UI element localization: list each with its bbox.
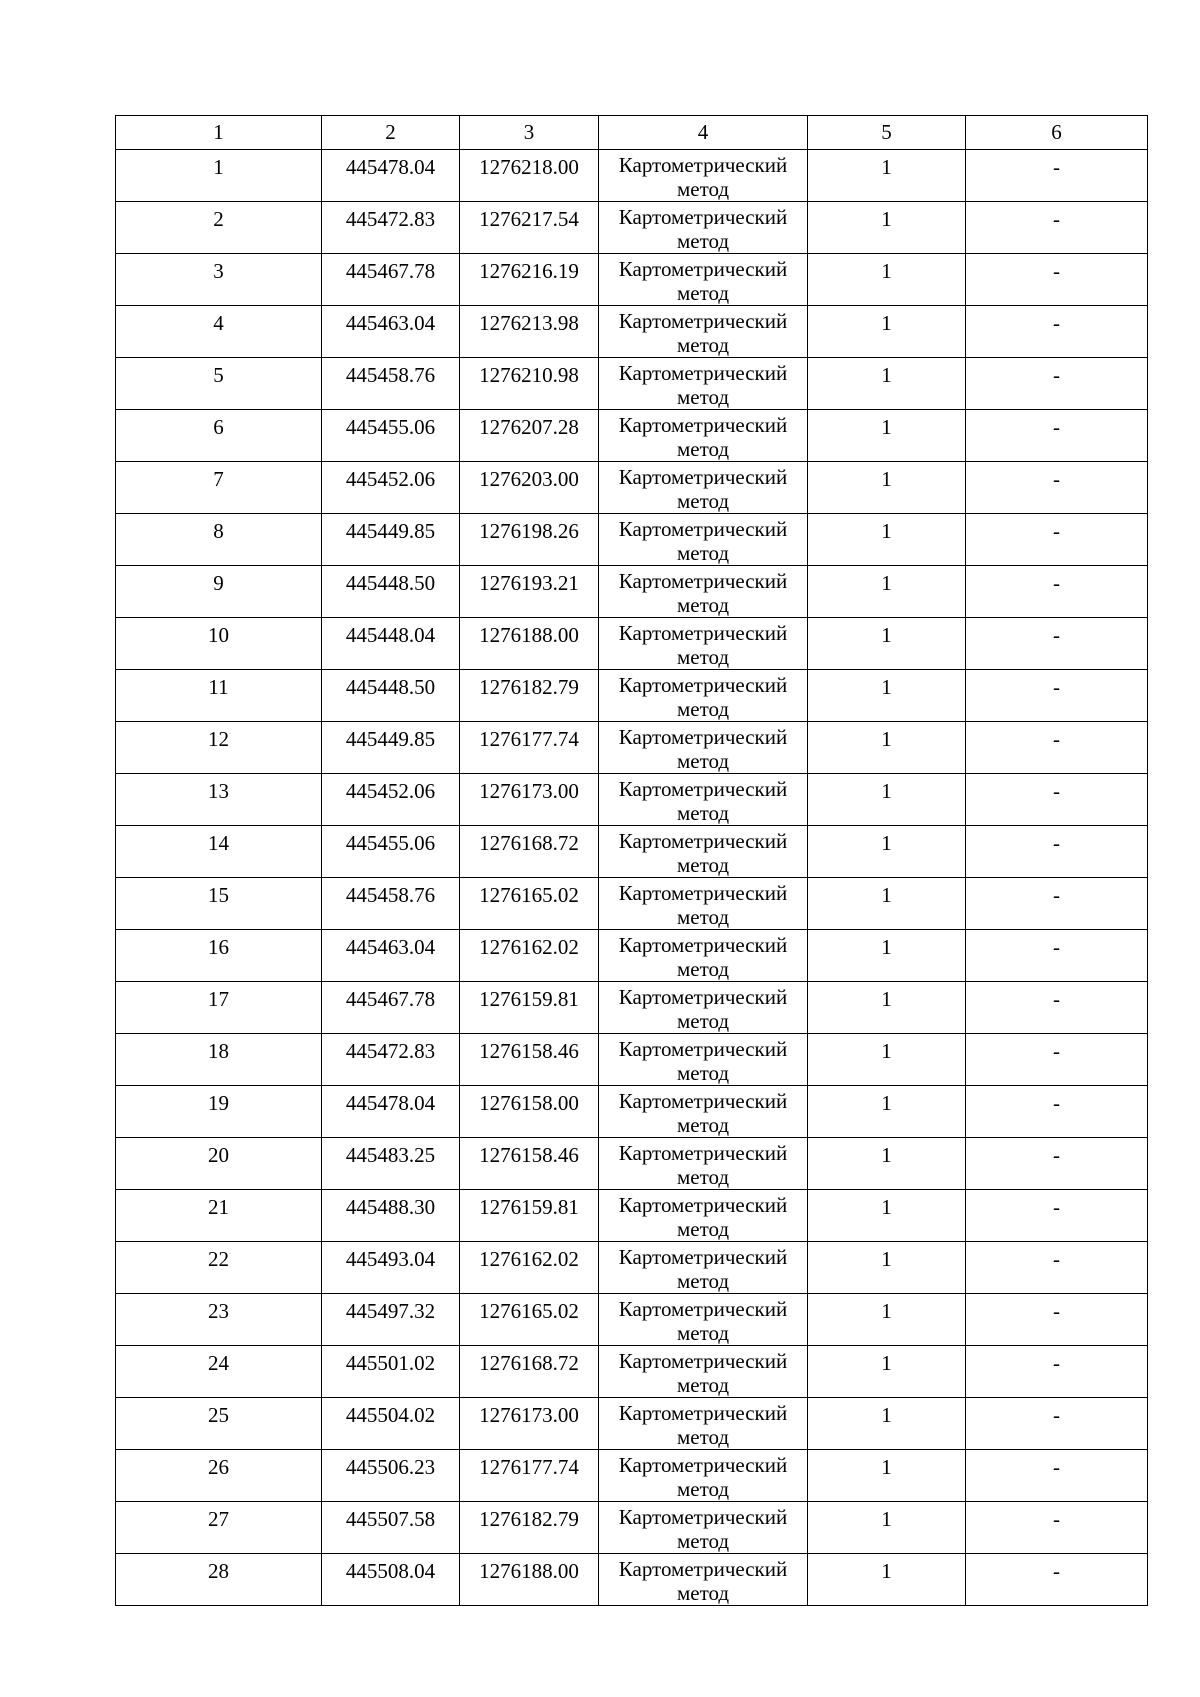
method-cell	[599, 306, 808, 358]
table-row	[116, 878, 1148, 930]
y-coordinate-cell: 1276182.79	[460, 670, 599, 722]
point-number-cell: 19	[116, 1086, 322, 1138]
y-coordinate-cell: 1276188.00	[460, 618, 599, 670]
method-text-line2: метод	[676, 801, 730, 825]
x-coordinate-cell: 445448.50	[322, 670, 460, 722]
header-row	[116, 116, 1148, 150]
table-row	[116, 410, 1148, 462]
method-text-line1: Картометрический	[618, 829, 788, 853]
table-row	[116, 1190, 1148, 1242]
header-cell-5: 5	[808, 116, 966, 150]
method-text-line2: метод	[676, 645, 730, 669]
x-coordinate-cell: 445483.25	[322, 1138, 460, 1190]
method-text-line2: метод	[676, 437, 730, 461]
note-cell: -	[966, 722, 1148, 774]
accuracy-cell: 1	[808, 670, 966, 722]
point-number-cell: 2	[116, 202, 322, 254]
y-coordinate-cell: 1276217.54	[460, 202, 599, 254]
note-cell: -	[966, 618, 1148, 670]
x-coordinate-cell: 445472.83	[322, 202, 460, 254]
x-coordinate-cell: 445467.78	[322, 254, 460, 306]
method-text-line2: метод	[676, 541, 730, 565]
method-text-line2: метод	[676, 905, 730, 929]
method-cell	[599, 202, 808, 254]
note-cell: -	[966, 982, 1148, 1034]
note-cell: -	[966, 826, 1148, 878]
method-text-line1: Картометрический	[618, 361, 788, 385]
y-coordinate-cell: 1276159.81	[460, 982, 599, 1034]
method-cell	[599, 1086, 808, 1138]
accuracy-cell: 1	[808, 982, 966, 1034]
accuracy-cell: 1	[808, 202, 966, 254]
method-text-line1: Картометрический	[618, 465, 788, 489]
accuracy-cell: 1	[808, 1086, 966, 1138]
table-row	[116, 1398, 1148, 1450]
method-cell	[599, 1138, 808, 1190]
note-cell: -	[966, 1034, 1148, 1086]
x-coordinate-cell: 445478.04	[322, 150, 460, 202]
note-cell: -	[966, 1346, 1148, 1398]
point-number-cell: 17	[116, 982, 322, 1034]
point-number-cell: 15	[116, 878, 322, 930]
method-text-line2: метод	[676, 177, 730, 201]
method-text-line1: Картометрический	[618, 309, 788, 333]
method-text-line2: метод	[676, 1113, 730, 1137]
accuracy-cell: 1	[808, 1034, 966, 1086]
point-number-cell: 3	[116, 254, 322, 306]
method-text-line2: метод	[676, 1321, 730, 1345]
method-text-line1: Картометрический	[618, 569, 788, 593]
method-text-line1: Картометрический	[618, 153, 788, 177]
method-text-line2: метод	[676, 853, 730, 877]
y-coordinate-cell: 1276158.00	[460, 1086, 599, 1138]
x-coordinate-cell: 445501.02	[322, 1346, 460, 1398]
method-cell	[599, 150, 808, 202]
accuracy-cell: 1	[808, 514, 966, 566]
table-row	[116, 1502, 1148, 1554]
table-body	[116, 150, 1148, 1606]
method-text-line2: метод	[676, 1477, 730, 1501]
method-text-line2: метод	[676, 697, 730, 721]
table-row	[116, 462, 1148, 514]
method-cell	[599, 1554, 808, 1606]
method-cell	[599, 774, 808, 826]
method-text-line1: Картометрический	[618, 673, 788, 697]
table-row	[116, 1346, 1148, 1398]
method-cell	[599, 1242, 808, 1294]
y-coordinate-cell: 1276177.74	[460, 722, 599, 774]
accuracy-cell: 1	[808, 1554, 966, 1606]
x-coordinate-cell: 445506.23	[322, 1450, 460, 1502]
x-coordinate-cell: 445493.04	[322, 1242, 460, 1294]
y-coordinate-cell: 1276158.46	[460, 1138, 599, 1190]
y-coordinate-cell: 1276182.79	[460, 1502, 599, 1554]
accuracy-cell: 1	[808, 1294, 966, 1346]
x-coordinate-cell: 445455.06	[322, 826, 460, 878]
point-number-cell: 7	[116, 462, 322, 514]
accuracy-cell: 1	[808, 1190, 966, 1242]
y-coordinate-cell: 1276158.46	[460, 1034, 599, 1086]
note-cell: -	[966, 306, 1148, 358]
method-cell	[599, 982, 808, 1034]
header-cell-6: 6	[966, 116, 1148, 150]
method-cell	[599, 1398, 808, 1450]
table-row	[116, 1294, 1148, 1346]
method-cell	[599, 722, 808, 774]
accuracy-cell: 1	[808, 306, 966, 358]
point-number-cell: 13	[116, 774, 322, 826]
header-cell-4: 4	[599, 116, 808, 150]
accuracy-cell: 1	[808, 1502, 966, 1554]
table-row	[116, 254, 1148, 306]
note-cell: -	[966, 358, 1148, 410]
method-text-line1: Картометрический	[618, 933, 788, 957]
point-number-cell: 10	[116, 618, 322, 670]
point-number-cell: 5	[116, 358, 322, 410]
method-text-line2: метод	[676, 1373, 730, 1397]
note-cell: -	[966, 202, 1148, 254]
method-cell	[599, 670, 808, 722]
method-text-line1: Картометрический	[618, 1557, 788, 1581]
x-coordinate-cell: 445504.02	[322, 1398, 460, 1450]
y-coordinate-cell: 1276210.98	[460, 358, 599, 410]
table-row	[116, 202, 1148, 254]
table-row	[116, 1138, 1148, 1190]
note-cell: -	[966, 1190, 1148, 1242]
note-cell: -	[966, 1242, 1148, 1294]
point-number-cell: 22	[116, 1242, 322, 1294]
accuracy-cell: 1	[808, 1242, 966, 1294]
method-text-line1: Картометрический	[618, 1453, 788, 1477]
method-text-line2: метод	[676, 1425, 730, 1449]
point-number-cell: 14	[116, 826, 322, 878]
point-number-cell: 20	[116, 1138, 322, 1190]
method-cell	[599, 514, 808, 566]
point-number-cell: 11	[116, 670, 322, 722]
table-row	[116, 982, 1148, 1034]
note-cell: -	[966, 566, 1148, 618]
note-cell: -	[966, 1450, 1148, 1502]
y-coordinate-cell: 1276188.00	[460, 1554, 599, 1606]
accuracy-cell: 1	[808, 1450, 966, 1502]
note-cell: -	[966, 410, 1148, 462]
method-text-line2: метод	[676, 1061, 730, 1085]
note-cell: -	[966, 1294, 1148, 1346]
method-text-line2: метод	[676, 957, 730, 981]
point-number-cell: 21	[116, 1190, 322, 1242]
note-cell: -	[966, 1502, 1148, 1554]
method-cell	[599, 1502, 808, 1554]
table-row	[116, 670, 1148, 722]
method-cell	[599, 1294, 808, 1346]
note-cell: -	[966, 150, 1148, 202]
y-coordinate-cell: 1276193.21	[460, 566, 599, 618]
method-text-line2: метод	[676, 593, 730, 617]
method-text-line1: Картометрический	[618, 1505, 788, 1529]
accuracy-cell: 1	[808, 254, 966, 306]
method-cell	[599, 930, 808, 982]
coordinates-table	[115, 115, 1148, 1606]
method-text-line1: Картометрический	[618, 413, 788, 437]
method-text-line1: Картометрический	[618, 517, 788, 541]
method-cell	[599, 1346, 808, 1398]
table-header	[116, 116, 1148, 150]
y-coordinate-cell: 1276162.02	[460, 930, 599, 982]
header-cell-1: 1	[116, 116, 322, 150]
note-cell: -	[966, 774, 1148, 826]
x-coordinate-cell: 445467.78	[322, 982, 460, 1034]
point-number-cell: 25	[116, 1398, 322, 1450]
method-text-line1: Картометрический	[618, 777, 788, 801]
x-coordinate-cell: 445458.76	[322, 358, 460, 410]
y-coordinate-cell: 1276159.81	[460, 1190, 599, 1242]
method-text-line1: Картометрический	[618, 1349, 788, 1373]
point-number-cell: 12	[116, 722, 322, 774]
accuracy-cell: 1	[808, 410, 966, 462]
method-text-line2: метод	[676, 749, 730, 773]
x-coordinate-cell: 445455.06	[322, 410, 460, 462]
note-cell: -	[966, 1138, 1148, 1190]
point-number-cell: 24	[116, 1346, 322, 1398]
point-number-cell: 26	[116, 1450, 322, 1502]
table-row	[116, 1554, 1148, 1606]
accuracy-cell: 1	[808, 722, 966, 774]
x-coordinate-cell: 445488.30	[322, 1190, 460, 1242]
y-coordinate-cell: 1276207.28	[460, 410, 599, 462]
method-cell	[599, 254, 808, 306]
x-coordinate-cell: 445478.04	[322, 1086, 460, 1138]
accuracy-cell: 1	[808, 150, 966, 202]
table-row	[116, 514, 1148, 566]
x-coordinate-cell: 445463.04	[322, 306, 460, 358]
x-coordinate-cell: 445497.32	[322, 1294, 460, 1346]
accuracy-cell: 1	[808, 1398, 966, 1450]
accuracy-cell: 1	[808, 462, 966, 514]
note-cell: -	[966, 878, 1148, 930]
method-cell	[599, 358, 808, 410]
y-coordinate-cell: 1276165.02	[460, 1294, 599, 1346]
y-coordinate-cell: 1276165.02	[460, 878, 599, 930]
x-coordinate-cell: 445472.83	[322, 1034, 460, 1086]
accuracy-cell: 1	[808, 1138, 966, 1190]
method-text-line2: метод	[676, 1529, 730, 1553]
y-coordinate-cell: 1276198.26	[460, 514, 599, 566]
y-coordinate-cell: 1276173.00	[460, 774, 599, 826]
y-coordinate-cell: 1276177.74	[460, 1450, 599, 1502]
y-coordinate-cell: 1276168.72	[460, 826, 599, 878]
method-text-line2: метод	[676, 489, 730, 513]
method-cell	[599, 462, 808, 514]
point-number-cell: 27	[116, 1502, 322, 1554]
x-coordinate-cell: 445448.50	[322, 566, 460, 618]
method-cell	[599, 1190, 808, 1242]
method-cell	[599, 878, 808, 930]
method-text-line2: метод	[676, 1165, 730, 1189]
y-coordinate-cell: 1276162.02	[460, 1242, 599, 1294]
method-cell	[599, 1450, 808, 1502]
method-text-line2: метод	[676, 1581, 730, 1605]
method-text-line1: Картометрический	[618, 1089, 788, 1113]
x-coordinate-cell: 445458.76	[322, 878, 460, 930]
table-row	[116, 1086, 1148, 1138]
y-coordinate-cell: 1276216.19	[460, 254, 599, 306]
note-cell: -	[966, 254, 1148, 306]
point-number-cell: 1	[116, 150, 322, 202]
x-coordinate-cell: 445448.04	[322, 618, 460, 670]
table-row	[116, 566, 1148, 618]
method-cell	[599, 1034, 808, 1086]
note-cell: -	[966, 1398, 1148, 1450]
point-number-cell: 8	[116, 514, 322, 566]
method-text-line2: метод	[676, 229, 730, 253]
point-number-cell: 28	[116, 1554, 322, 1606]
y-coordinate-cell: 1276173.00	[460, 1398, 599, 1450]
table-row	[116, 1450, 1148, 1502]
method-text-line1: Картометрический	[618, 257, 788, 281]
table-row	[116, 774, 1148, 826]
x-coordinate-cell: 445449.85	[322, 722, 460, 774]
y-coordinate-cell: 1276218.00	[460, 150, 599, 202]
x-coordinate-cell: 445452.06	[322, 462, 460, 514]
y-coordinate-cell: 1276168.72	[460, 1346, 599, 1398]
point-number-cell: 23	[116, 1294, 322, 1346]
accuracy-cell: 1	[808, 930, 966, 982]
method-text-line2: метод	[676, 385, 730, 409]
table-row	[116, 722, 1148, 774]
table-row	[116, 306, 1148, 358]
method-cell	[599, 618, 808, 670]
method-text-line2: метод	[676, 333, 730, 357]
note-cell: -	[966, 462, 1148, 514]
method-text-line2: метод	[676, 1009, 730, 1033]
method-text-line2: метод	[676, 281, 730, 305]
header-cell-2: 2	[322, 116, 460, 150]
method-text-line1: Картометрический	[618, 1297, 788, 1321]
accuracy-cell: 1	[808, 826, 966, 878]
method-text-line2: метод	[676, 1269, 730, 1293]
point-number-cell: 9	[116, 566, 322, 618]
point-number-cell: 4	[116, 306, 322, 358]
method-text-line1: Картометрический	[618, 1193, 788, 1217]
x-coordinate-cell: 445452.06	[322, 774, 460, 826]
method-cell	[599, 826, 808, 878]
table-row	[116, 150, 1148, 202]
table-row	[116, 1242, 1148, 1294]
method-text-line1: Картометрический	[618, 1037, 788, 1061]
x-coordinate-cell: 445463.04	[322, 930, 460, 982]
point-number-cell: 6	[116, 410, 322, 462]
x-coordinate-cell: 445449.85	[322, 514, 460, 566]
accuracy-cell: 1	[808, 358, 966, 410]
note-cell: -	[966, 930, 1148, 982]
table-row	[116, 930, 1148, 982]
point-number-cell: 16	[116, 930, 322, 982]
note-cell: -	[966, 514, 1148, 566]
method-text-line1: Картометрический	[618, 881, 788, 905]
method-text-line2: метод	[676, 1217, 730, 1241]
note-cell: -	[966, 1086, 1148, 1138]
method-text-line1: Картометрический	[618, 725, 788, 749]
method-text-line1: Картометрический	[618, 1141, 788, 1165]
accuracy-cell: 1	[808, 566, 966, 618]
y-coordinate-cell: 1276213.98	[460, 306, 599, 358]
method-cell	[599, 566, 808, 618]
accuracy-cell: 1	[808, 878, 966, 930]
table-row	[116, 1034, 1148, 1086]
point-number-cell: 18	[116, 1034, 322, 1086]
method-text-line1: Картометрический	[618, 1401, 788, 1425]
accuracy-cell: 1	[808, 1346, 966, 1398]
accuracy-cell: 1	[808, 618, 966, 670]
note-cell: -	[966, 670, 1148, 722]
header-cell-3: 3	[460, 116, 599, 150]
method-text-line1: Картометрический	[618, 985, 788, 1009]
accuracy-cell: 1	[808, 774, 966, 826]
table-row	[116, 826, 1148, 878]
method-cell	[599, 410, 808, 462]
x-coordinate-cell: 445507.58	[322, 1502, 460, 1554]
y-coordinate-cell: 1276203.00	[460, 462, 599, 514]
x-coordinate-cell: 445508.04	[322, 1554, 460, 1606]
method-text-line1: Картометрический	[618, 1245, 788, 1269]
method-text-line1: Картометрический	[618, 205, 788, 229]
table-row	[116, 618, 1148, 670]
method-text-line1: Картометрический	[618, 621, 788, 645]
note-cell: -	[966, 1554, 1148, 1606]
table-row	[116, 358, 1148, 410]
